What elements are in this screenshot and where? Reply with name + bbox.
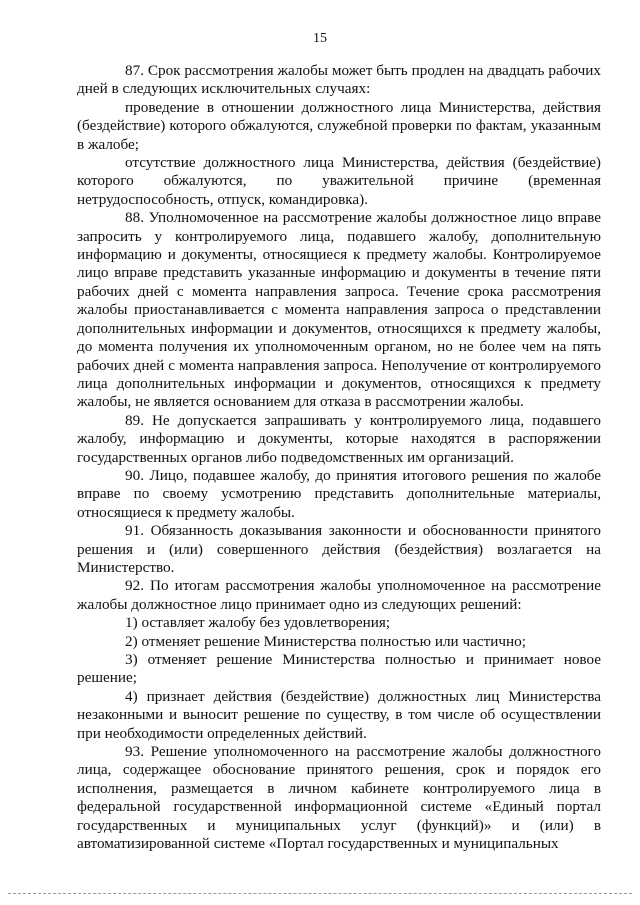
page-number: 15 — [313, 31, 327, 46]
paragraph-87-case-2: отсутствие должностного лица Министерства, действия (бездействие) которого обжалуются, по уважительной причине (временная нетрудоспособность, отпуск, командировка). — [77, 154, 601, 208]
paragraph-92-item-1: 1) оставляет жалобу без удовлетворения; — [125, 614, 391, 632]
paragraph-93: 93. Решение уполномоченного на рассмотрение жалобы должностного лица, содержащее обоснование принятого решения, срок и порядок его исполнения, размещается в личном кабинете контролируемого лица в федеральной государственной информационной системе «Единый портал государственных и муниципальных услуг (функций)» и (или) в автоматизированной системе «Портал государственных и муниципальных — [77, 743, 601, 853]
paragraph-91: 91. Обязанность доказывания законности и обоснованности принятого решения и (или) совершенного действия (бездействия) возлагается на Министерство. — [77, 522, 601, 576]
scan-edge-divider — [8, 893, 632, 894]
paragraph-92-item-4: 4) признает действия (бездействие) должностных лиц Министерства незаконными и выносит решение по существу, в том числе об осуществлении при необходимости определенных действий. — [77, 687, 601, 742]
paragraph-92-item-2: 2) отменяет решение Министерства полностью или частично; — [125, 632, 526, 650]
paragraph-90: 90. Лицо, подавшее жалобу, до принятия итогового решения по жалобе вправе по своему усмотрению представить дополнительные материалы, относящиеся к предмету жалобы. — [77, 466, 601, 521]
paragraph-87-case-1: проведение в отношении должностного лица Министерства, действия (бездействие) которого обжалуются, служебной проверки по фактам, указанным в жалобе; — [77, 98, 601, 153]
paragraph-92: 92. По итогам рассмотрения жалобы уполномоченное на рассмотрение жалобы должностное лицо принимает одно из следующих решений: — [77, 577, 601, 613]
document-body — [77, 62, 601, 853]
paragraph-87: 87. Срок рассмотрения жалобы может быть продлен на двадцать рабочих дней в следующих исключительных случаях: — [77, 62, 601, 98]
paragraph-92-item-3: 3) отменяет решение Министерства полностью и принимает новое решение; — [77, 651, 601, 687]
paragraph-89: 89. Не допускается запрашивать у контролируемого лица, подавшего жалобу, информацию и документы, которые находятся в распоряжении государственных органов либо подведомственных им организаций. — [77, 411, 601, 466]
paragraph-88: 88. Уполномоченное на рассмотрение жалобы должностное лицо вправе запросить у контролируемого лица, подавшего жалобу, дополнительную информацию и документы, относящиеся к предмету жалобы. Контролируемое лицо вправе представить указанные информацию и документы в течение пяти рабочих дней с момента направления запроса. Течение срока рассмотрения жалобы приостанавливается с момента направления запроса о представлении дополнительных информации и документов, относящихся к предмету жалобы, до момента получения их уполномоченным органом, но не более чем на пять рабочих дней с момента направления запроса. Неполучение от контролируемого лица дополнительных информации и документов, относящихся к предмету жалобы, не является основанием для отказа в рассмотрении жалобы. — [77, 209, 601, 411]
